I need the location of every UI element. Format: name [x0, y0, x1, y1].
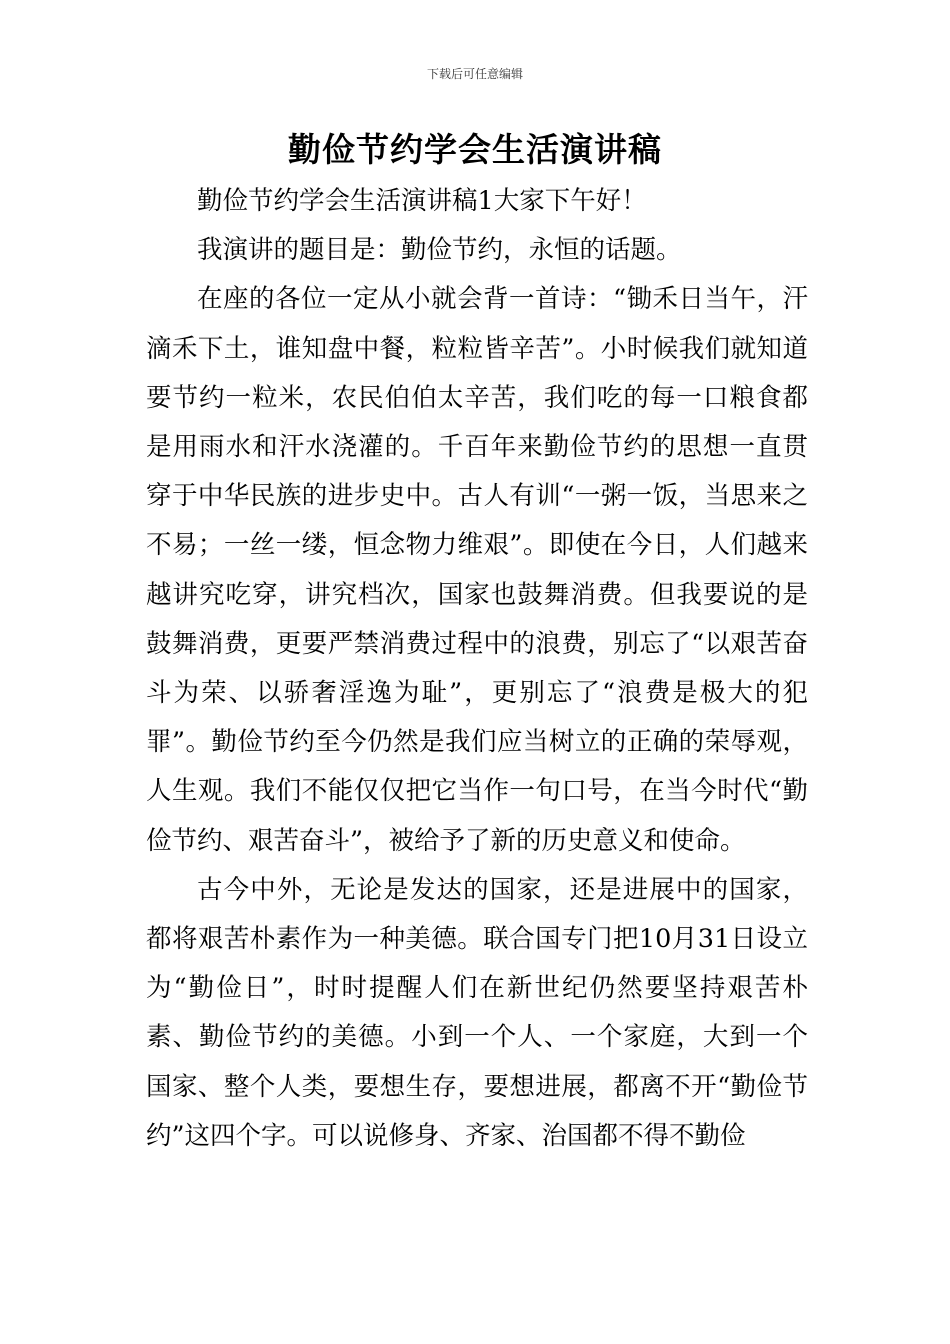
paragraph-2: 我演讲的题目是：勤俭节约，永恒的话题。	[197, 235, 682, 266]
paragraph-4: 古今中外，无论是发达的国家，还是进展中的国家，都将艰苦朴素作为一种美德。联合国专门把10月31日设立为“勤俭日”，时时提醒人们在新世纪仍然要坚持艰苦朴素、勤俭节约的美德。小到一个人、一个家庭，大到一个国家、整个人类，要想生存，要想进展，都离不开“勤俭节约”这四个字。可以说修身、齐家、治国都不得不勤俭	[146, 874, 808, 1151]
header-note: 下载后可任意编辑	[426, 67, 523, 81]
paragraph-1: 勤俭节约学会生活演讲稿1大家下午好！	[197, 186, 647, 216]
paragraph-3: 在座的各位一定从小就会背一首诗：“锄禾日当午，汗滴禾下土，谁知盘中餐，粒粒皆辛苦”。小时候我们就知道要节约一粒米，农民伯伯太辛苦，我们吃的每一口粮食都是用雨水和汗水浇灌的。千百年来勤俭节约的思想一直贯穿于中华民族的进步史中。古人有训“一粥一饭，当思来之不易；一丝一缕，恒念物力维艰”。即使在今日，人们越来越讲究吃穿，讲究档次，国家也鼓舞消费。但我要说的是鼓舞消费，更要严禁消费过程中的浪费，别忘了“以艰苦奋斗为荣、以骄奢淫逸为耻”，更别忘了“浪费是极大的犯罪”。勤俭节约至今仍然是我们应当树立的正确的荣辱观，人生观。我们不能仅仅把它当作一句口号，在当今时代“勤俭节约、艰苦奋斗”，被给予了新的历史意义和使命。	[146, 284, 808, 856]
document-title: 勤俭节约学会生活演讲稿	[288, 130, 662, 169]
document-body	[146, 177, 808, 1161]
